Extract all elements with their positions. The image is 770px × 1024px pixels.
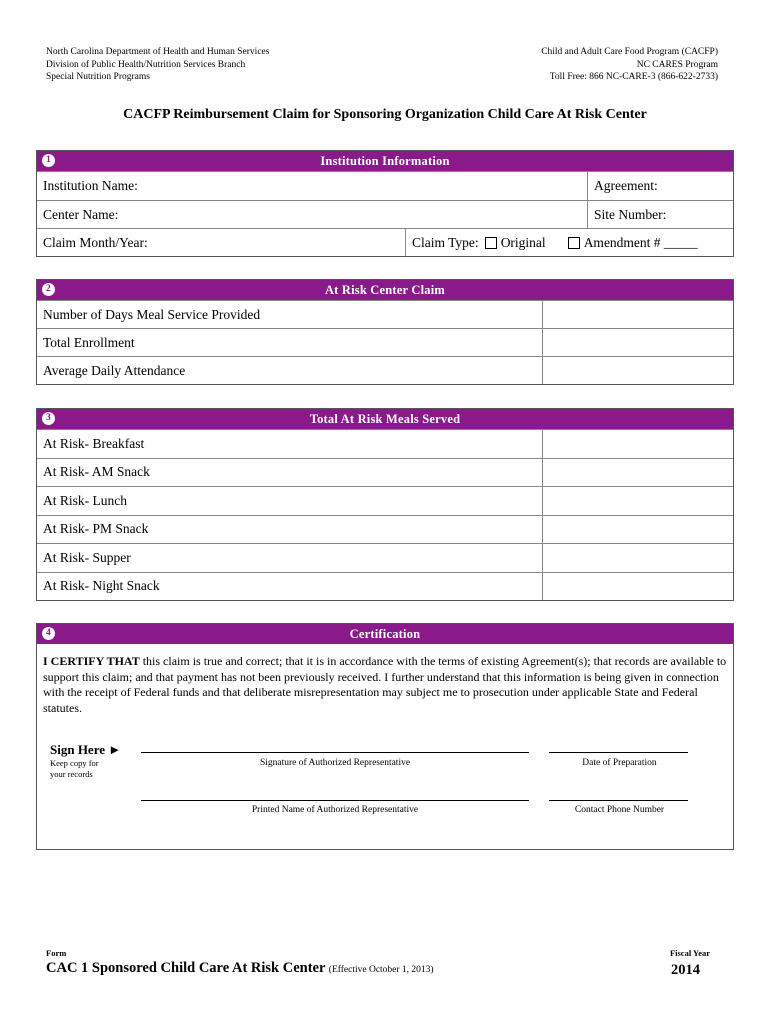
institution-information-section [36, 150, 734, 257]
breakfast-count-input[interactable] [542, 430, 733, 458]
signature-caption: Signature of Authorized Representative [259, 758, 411, 768]
printed-name-line[interactable] [141, 800, 529, 801]
claim-table-row [37, 356, 733, 384]
certify-body: this claim is true and correct; that it is in accordance with the terms of existing Agreement(s); that records are available to support this claim; and that payment has not been previously received. I further understand that this information is being given in connection with the receipt of Federal funds and that deliberate misrepresentation may subject me to prosecution under applicable State and Federal statutes. [43, 654, 727, 715]
row-label: At Risk- AM Snack [43, 464, 150, 480]
meal-row [37, 572, 733, 601]
row-label: At Risk- Breakfast [43, 435, 145, 451]
effective-date: (Effective October 1, 2013) [328, 965, 434, 975]
form-title: CACFP Reimbursement Claim for Sponsoring Organization Child Care At Risk Center [123, 107, 647, 122]
claim-table-row [37, 300, 733, 328]
meals-served-section [36, 408, 734, 601]
form-name [46, 960, 434, 977]
certification-statement [37, 644, 733, 716]
claim-type-label: Claim Type: [412, 234, 479, 250]
center-name-label: Center Name: [43, 206, 119, 222]
center-name-field[interactable] [37, 201, 587, 228]
keep-copy-note [50, 758, 99, 780]
section-number-icon: 2 [42, 283, 55, 296]
row-label: At Risk- PM Snack [43, 521, 149, 537]
form-name-text: CAC 1 Sponsored Child Care At Risk Center [46, 960, 326, 976]
section-heading: Institution Information [320, 154, 450, 168]
original-label: Original [500, 234, 546, 250]
program-line: Toll Free: 866 NC-CARE-3 (866-622-2733) [549, 72, 718, 82]
night-snack-count-input[interactable] [542, 573, 733, 601]
phone-caption: Contact Phone Number [574, 805, 665, 815]
agreement-field[interactable] [587, 172, 733, 200]
institution-row [37, 171, 733, 200]
claim-table-row [37, 328, 733, 356]
row-label: At Risk- Lunch [43, 492, 127, 508]
agency-header [46, 46, 269, 84]
meal-row [37, 458, 733, 487]
section-header [37, 280, 733, 300]
section-header [37, 624, 733, 644]
keep-copy-line: Keep copy for [50, 758, 99, 768]
amendment-label: Amendment # _____ [583, 234, 698, 250]
section-heading: Certification [349, 627, 421, 641]
row-label: At Risk- Night Snack [43, 578, 160, 594]
section-number-icon: 3 [42, 412, 55, 425]
amendment-checkbox[interactable] [568, 237, 580, 249]
center-row [37, 200, 733, 228]
section-heading: Total At Risk Meals Served [309, 412, 461, 426]
section-heading: At Risk Center Claim [324, 283, 446, 297]
meal-row [37, 486, 733, 515]
date-line[interactable] [549, 752, 688, 753]
claim-month-year-field[interactable] [37, 229, 405, 256]
program-line: Child and Adult Care Food Program (CACFP) [541, 47, 718, 57]
program-header [541, 46, 718, 84]
row-label: Number of Days Meal Service Provided [43, 306, 261, 322]
institution-name-label: Institution Name: [43, 178, 138, 193]
at-risk-center-claim-section [36, 279, 734, 385]
section-header [37, 151, 733, 171]
pm-snack-count-input[interactable] [542, 516, 733, 544]
days-meal-service-input[interactable] [542, 301, 733, 328]
printed-name-caption: Printed Name of Authorized Representative [251, 805, 419, 815]
sign-here-label: Sign Here ► [50, 742, 122, 757]
agency-line: North Carolina Department of Health and Human Services [46, 47, 270, 57]
claim-month-year-label: Claim Month/Year: [43, 234, 148, 250]
meal-row [37, 429, 733, 458]
row-label: Total Enrollment [43, 334, 135, 350]
section-header [37, 409, 733, 429]
section-number-icon: 4 [42, 627, 55, 640]
supper-count-input[interactable] [542, 544, 733, 572]
row-label: Average Daily Attendance [43, 362, 186, 378]
signature-line[interactable] [141, 752, 529, 753]
section-number-icon: 1 [42, 154, 55, 167]
am-snack-count-input[interactable] [542, 459, 733, 487]
claim-type-field [405, 229, 733, 256]
phone-line[interactable] [549, 800, 688, 801]
agency-line: Division of Public Health/Nutrition Services Branch [46, 59, 246, 70]
average-daily-attendance-input[interactable] [542, 357, 733, 384]
institution-name-field[interactable] [37, 172, 587, 200]
program-line: NC CARES Program [636, 59, 718, 70]
original-checkbox[interactable] [485, 237, 497, 249]
keep-copy-line: your records [50, 769, 93, 779]
certification-section [36, 623, 734, 850]
claim-row [37, 228, 733, 256]
fiscal-year-value: 2014 [671, 962, 700, 978]
site-number-field[interactable] [587, 201, 733, 228]
form-label: Form [46, 948, 67, 958]
total-enrollment-input[interactable] [542, 329, 733, 356]
site-number-label: Site Number: [594, 206, 667, 222]
meal-row [37, 543, 733, 572]
fiscal-year-label: Fiscal Year [669, 948, 710, 958]
agreement-label: Agreement: [594, 178, 658, 193]
agency-line: Special Nutrition Programs [46, 72, 150, 82]
certify-lead: I CERTIFY THAT [43, 654, 140, 668]
meal-row [37, 515, 733, 544]
row-label: At Risk- Supper [43, 549, 131, 565]
date-caption: Date of Preparation [582, 758, 657, 768]
lunch-count-input[interactable] [542, 487, 733, 515]
